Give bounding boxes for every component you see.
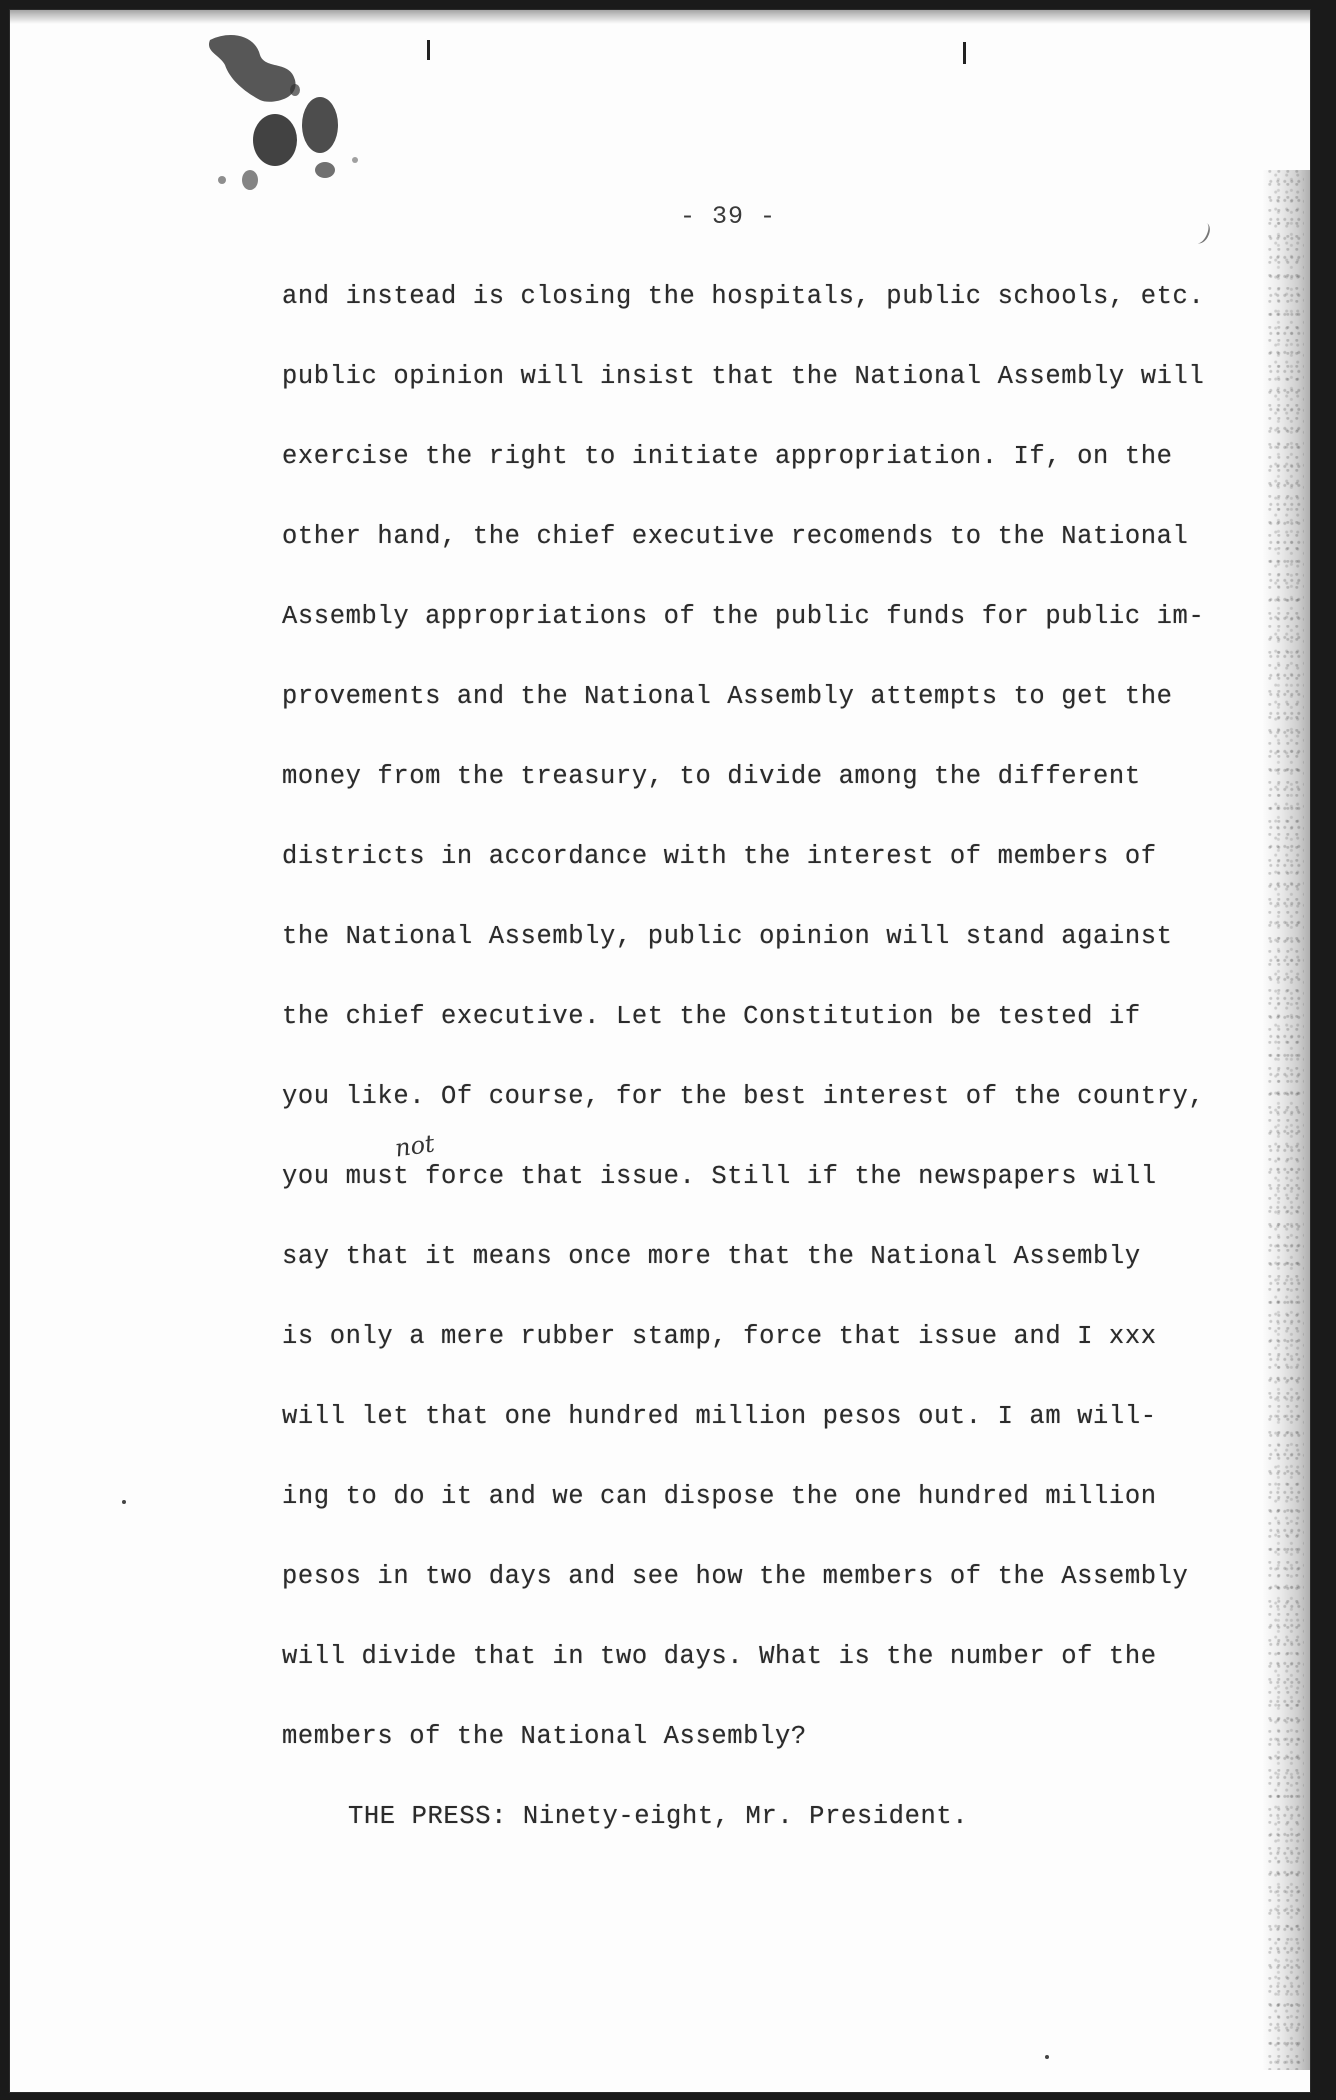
speaker-line: THE PRESS: Ninety-eight, Mr. President. <box>348 1802 969 1831</box>
text-line: pesos in two days and see how the members of the Assembly <box>282 1562 1189 1591</box>
handwritten-insertion: not <box>393 1129 437 1163</box>
text-line: Assembly appropriations of the public funds for public im- <box>282 602 1205 631</box>
text-line: will divide that in two days. What is the number of the <box>282 1642 1157 1671</box>
stray-dot <box>1045 2055 1049 2059</box>
text-line: ing to do it and we can dispose the one hundred million <box>282 1482 1157 1511</box>
text-line: say that it means once more that the National Assembly <box>282 1242 1141 1271</box>
margin-tick-mark <box>963 42 966 64</box>
text-line: members of the National Assembly? <box>282 1722 807 1751</box>
text-line: public opinion will insist that the National Assembly will <box>282 362 1205 391</box>
text-line: other hand, the chief executive recomends to the National <box>282 522 1189 551</box>
text-line: will let that one hundred million pesos out. I am will- <box>282 1402 1157 1431</box>
pencil-mark <box>1191 220 1213 246</box>
text-line: districts in accordance with the interest of members of <box>282 842 1157 871</box>
text-line: the National Assembly, public opinion will stand against <box>282 922 1173 951</box>
text-line: money from the treasury, to divide among the different <box>282 762 1141 791</box>
paper-sheet <box>10 10 1310 2092</box>
text-line: you like. Of course, for the best interest of the country, <box>282 1082 1205 1111</box>
right-edge-speckle <box>1268 170 1304 2070</box>
text-line: and instead is closing the hospitals, public schools, etc. <box>282 282 1205 311</box>
stray-dot <box>122 1500 126 1504</box>
top-edge-shadow <box>10 10 1310 24</box>
text-line: provements and the National Assembly attempts to get the <box>282 682 1173 711</box>
transcript-body <box>282 278 1242 1878</box>
ink-stain <box>200 30 390 200</box>
text-line: is only a mere rubber stamp, force that issue and I xxx <box>282 1322 1157 1351</box>
page-number: - 39 - <box>680 202 777 231</box>
text-line: you must force that issue. Still if the newspapers will <box>282 1162 1157 1191</box>
text-line: exercise the right to initiate appropriation. If, on the <box>282 442 1173 471</box>
text-line: the chief executive. Let the Constitution be tested if <box>282 1002 1141 1031</box>
margin-tick-mark <box>427 40 430 60</box>
